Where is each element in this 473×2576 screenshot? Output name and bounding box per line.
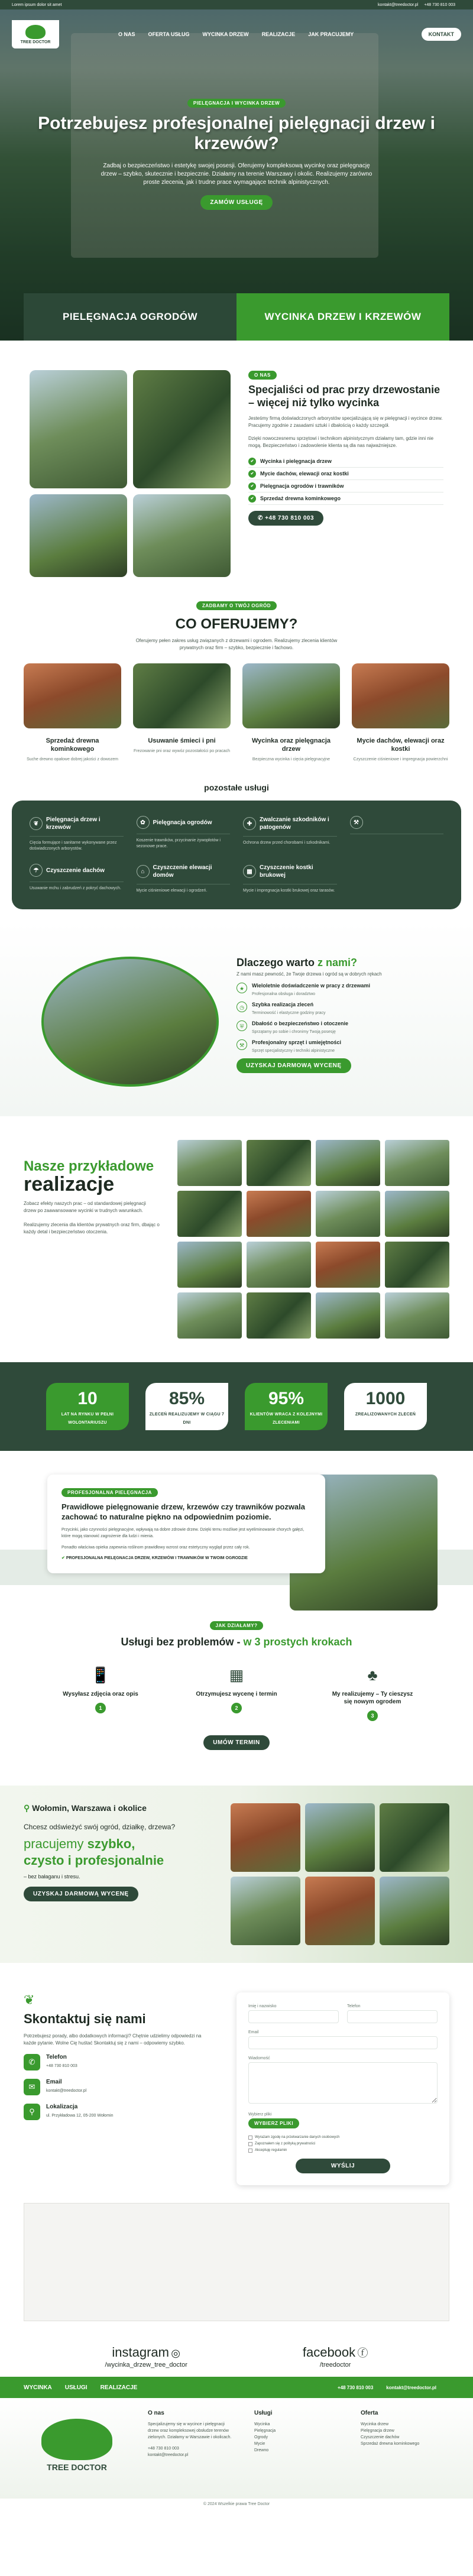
why-item: ◷ Szybka realizacja zleceń Terminowość i elastyczne godziny pracy (237, 1002, 432, 1016)
calendar-icon: ▦ (229, 1666, 244, 1684)
about-pill: O NAS (248, 371, 277, 380)
gallery-image[interactable] (316, 1191, 380, 1237)
location-small: – bez bałaganu i stresu. (24, 1874, 80, 1880)
care-title: Prawidłowe pielęgnowanie drzew, krzewów czy trawników pozwala zachować to naturalne piękno na odpowiednim poziomie. (61, 1502, 306, 1521)
nav-item-offer[interactable]: OFERTA USŁUG (148, 31, 190, 37)
leaf-icon: ❦ (24, 1992, 35, 2007)
order-service-button[interactable]: ZAMÓW USŁUGĘ (200, 195, 272, 210)
service-roof-cleaning[interactable]: ☂ Czyszczenie dachów Usuwanie mchu i zabrudzeń z pokryć dachowych. (30, 864, 124, 894)
check-item: ✔ Mycie dachów, elewacji oraz kostki (248, 468, 443, 480)
topbar-right-email[interactable]: kontakt@treedoctor.pl (378, 2, 419, 7)
pest-icon: ✚ (243, 817, 256, 830)
service-empty (350, 864, 444, 894)
garden-icon: ✿ (137, 816, 150, 829)
gallery-image[interactable] (385, 1140, 449, 1186)
offer-card-stumps[interactable]: Usuwanie śmieci i pni Frezowanie pni oraz wywóz pozostałości po pracach (133, 663, 231, 763)
steps-title: Usługi bez problemów - w 3 prostych krokach (121, 1636, 352, 1648)
footer-nav-email[interactable]: kontakt@treedoctor.pl (386, 2384, 436, 2390)
clock-icon: ◷ (237, 1002, 247, 1012)
service-tools (350, 816, 444, 852)
service-paving-cleaning[interactable]: ▦ Czyszczenie kostki brukowej Mycie i impregnacja kostki brukowej oraz tarasów. (243, 864, 337, 894)
consent-checkbox-1[interactable]: Wyrażam zgodę na przetwarzanie danych osobowych (248, 2136, 438, 2140)
hero-pill: PIELĘGNACJA I WYCINKA DRZEW (187, 99, 286, 108)
nav-item-about[interactable]: O NAS (118, 31, 135, 37)
service-garden-care[interactable]: ✿ Pielęgnacja ogrodów Koszenie trawników, przycinanie żywopłotów i sezonowe prace. (137, 816, 231, 852)
realizations-section (0, 1116, 473, 1356)
footer-offer-link[interactable]: Wycinka drzew (361, 2422, 389, 2426)
stat-orders-week: 85% ZLECEŃ REALIZUJEMY W CIĄGU 7 DNI (145, 1383, 228, 1430)
footer-logo[interactable]: TREE DOCTOR (24, 2410, 130, 2481)
step-3: ♣ My realizujemy – Ty cieszysz się nowym ogrodem 3 (328, 1666, 417, 1721)
gallery-image[interactable] (385, 1242, 449, 1288)
map-pin-icon: ⚲ (24, 2104, 40, 2120)
care-text-1: Przycinki, jako czynności pielęgnacyjne, wpływają na dobre zdrowie drzew. Dzięki temu możliwe jest wyeliminowanie chorych gałęzi, które mogą stanowić zagrożenie dla ludzi i mienia. (61, 1528, 304, 1538)
care-section (0, 1451, 473, 1609)
instagram-link[interactable]: instagram ◎ /wycinka_drzew_tree_doctor (105, 2345, 187, 2368)
location-place: ⚲ Wołomin, Warszawa i okolice (24, 1803, 147, 1813)
about-title: Specjaliści od prac przy drzewostanie – więcej niż tylko wycinka (248, 384, 440, 409)
check-item: ✔ Pielęgnacja ogrodów i trawników (248, 480, 443, 492)
footer-nav-realizations[interactable]: REALIZACJE (100, 2384, 138, 2391)
about-section (0, 341, 473, 595)
service-pest-control[interactable]: ✚ Zwalczanie szkodników i patogenów Ochrona drzew przed chorobami i szkodnikami. (243, 816, 337, 852)
free-quote-button[interactable]: UZYSKAJ DARMOWĄ WYCENĘ (237, 1058, 351, 1073)
realizations-title: Nasze przykładowe realizacje (24, 1158, 154, 1195)
footer-phone[interactable]: +48 730 810 003 (148, 2447, 179, 2451)
footer-nav-phone[interactable]: +48 730 810 003 (338, 2384, 374, 2390)
other-services-panel (12, 801, 461, 909)
contact-form: Imię i nazwisko Telefon Email Wiadomość Wybierz pliki WYBIERZ PLIKI Wyrażam zgodę na przetwarzanie danych osobowych Zapoznałem się z polityką prywatności Akceptuję regulamin WYŚLIJ (237, 1992, 449, 2185)
send-button[interactable]: WYŚLIJ (296, 2159, 390, 2173)
consent-checkbox-2[interactable]: Zapoznałem się z polityką prywatności (248, 2142, 438, 2146)
about-text-1: Jesteśmy firmą doświadczonych arborystów specjalizującą się w pielęgnacji i wycince drzew. Pracujemy zgodnie z zasadami sztuki i dbałością o każdy szczegół. (248, 416, 443, 428)
top-bar (0, 0, 473, 9)
gallery-image[interactable] (316, 1292, 380, 1339)
contact-email[interactable]: ✉ Email kontakt@treedoctor.pl (24, 2079, 213, 2095)
gallery-image[interactable] (385, 1292, 449, 1339)
social-section (0, 2339, 473, 2377)
offer-card-washing[interactable]: Mycie dachów, elewacji oraz kostki Czyszczenie ciśnieniowe i impregnacja powierzchni (352, 663, 449, 763)
leaf-icon: ❦ (30, 817, 43, 830)
realizations-text-1: Zobacz efekty naszych prac – od standardowej pielęgnacji drzew po zaawansowane wycinki w trudnych warunkach. (24, 1201, 146, 1213)
tree-icon: ♣ (367, 1666, 378, 1684)
logo[interactable]: TREE DOCTOR (12, 20, 59, 48)
instagram-icon: ◎ (171, 2347, 181, 2359)
tab-garden-care[interactable]: PIELĘGNACJA OGRODÓW (24, 293, 237, 341)
tab-tree-cutting[interactable]: WYCINKA DRZEW I KRZEWÓW (237, 293, 449, 341)
firewood-image (24, 663, 121, 728)
hero-title: Potrzebujesz profesjonalnej pielęgnacji drzew i krzewów? (38, 114, 435, 153)
name-input[interactable] (248, 2010, 339, 2023)
location-image (305, 1877, 375, 1945)
care-text-2: Ponadto właściwa opieka zapewnia roślinom prawidłowy wzrost oraz estetyczny wygląd przez cały rok. (61, 1545, 250, 1550)
footer-link[interactable]: Pielęgnacja (254, 2429, 276, 2433)
location-image (380, 1803, 449, 1872)
footer-offer-link[interactable]: Sprzedaż drewna kominkowego (361, 2442, 420, 2446)
medal-icon: ★ (237, 983, 247, 993)
care-pill: PROFESJONALNA PIELĘGNACJA (61, 1488, 158, 1497)
roof-washing-image (352, 663, 449, 728)
mail-icon: ✉ (24, 2079, 40, 2095)
gallery-image[interactable] (177, 1140, 242, 1186)
stat-orders-total: 1000 ZREALIZOWANYCH ZLECEŃ (344, 1383, 427, 1430)
about-text-2: Dzięki nowoczesnemu sprzętowi i technikom alpinistycznym działamy tam, gdzie inni nie mogą. Bezpieczeństwo i zadowolenie klienta są dla nas najważniejsze. (248, 436, 434, 448)
shield-icon: ⛨ (237, 1020, 247, 1031)
stat-returning: 95% KLIENTÓW WRACA Z KOLEJNYMI ZLECENIAMI (245, 1383, 328, 1430)
map-pin-icon: ⚲ (24, 1803, 33, 1813)
offer-title: CO OFERUJEMY? (175, 616, 298, 632)
contact-phone[interactable]: ✆ Telefon +48 730 810 003 (24, 2054, 213, 2070)
navbar (0, 19, 473, 50)
footer-nav (0, 2377, 473, 2398)
tree-care-image (242, 663, 340, 728)
contact-title: Skontaktuj się nami (24, 2011, 146, 2026)
gallery-image[interactable] (385, 1191, 449, 1237)
location-question: Chcesz odświeżyć swój ogród, działkę, drzewa? (24, 1823, 176, 1831)
gallery-image[interactable] (247, 1140, 311, 1186)
about-image-2 (133, 370, 231, 488)
why-item: ⚒ Profesjonalny sprzęt i umiejętności Sprzęt specjalistyczny i techniki alpinistyczne (237, 1039, 432, 1054)
location-image (305, 1803, 375, 1872)
footer-email[interactable]: kontakt@treedoctor.pl (148, 2453, 189, 2457)
message-textarea[interactable] (248, 2062, 438, 2104)
check-icon: ✔ (61, 1556, 66, 1560)
footer-link[interactable]: Wycinka (254, 2422, 270, 2426)
why-item: ★ Wieloletnie doświadczenie w pracy z drzewami Profesjonalna obsługa i doradztwo (237, 983, 432, 997)
care-note: ✔ PROFESJONALNA PIELĘGNACJA DRZEW, KRZEWÓW I TRAWNIKÓW W TWOIM OGRODZIE (61, 1556, 248, 1560)
tools-icon: ⚒ (237, 1039, 247, 1050)
location-section (0, 1786, 473, 1963)
gallery-image[interactable] (177, 1292, 242, 1339)
facebook-link[interactable]: facebook ⓕ /treedoctor (302, 2345, 368, 2368)
location-image (231, 1803, 300, 1872)
copyright: © 2024 Wszelkie prawa Tree Doctor (203, 2502, 270, 2506)
other-services-title: pozostałe usługi (204, 783, 269, 792)
tree-logo-icon (25, 25, 46, 39)
hero (0, 9, 473, 341)
phone-button[interactable]: ✆ +48 730 810 003 (248, 511, 323, 526)
care-box (47, 1475, 325, 1573)
about-image-4 (133, 494, 231, 577)
nav-item-how-we-work[interactable]: JAK PRACUJEMY (308, 31, 354, 37)
footer-offer-link[interactable]: Pielęgnacja drzew (361, 2429, 394, 2433)
offer-card-tree-care[interactable]: Wycinka oraz pielęgnacja drzew Bezpieczna wycinka i cięcia pielęgnacyjne (242, 663, 340, 763)
why-us-lead: Z nami masz pewność, że Twoje drzewa i ogród są w dobrych rękach (237, 971, 382, 977)
offer-section (0, 595, 473, 921)
phone-input[interactable] (347, 2010, 438, 2023)
gallery-image[interactable] (247, 1242, 311, 1288)
gallery-image[interactable] (316, 1242, 380, 1288)
house-icon: ⌂ (137, 865, 150, 878)
book-appointment-button[interactable]: UMÓW TERMIN (203, 1735, 269, 1750)
footer: TREE DOCTOR O nas Specjalizujemy się w wycince i pielęgnacji drzew oraz kompleksowej obsłudze terenów zielonych. Działamy w Warszawie i okolicach. +48 730 810 003 kontakt@treedoctor.pl Usługi Wycinka Pielęgnacja Ogrody Mycie Drewno Oferta Wycinka drzew Pielęgnacja drzew Czyszczenie dachów Sprzedaż drewna kominkowego (0, 2398, 473, 2499)
offer-pill: ZADBAMY O TWÓJ OGRÓD (196, 601, 277, 610)
facebook-icon: ⓕ (357, 2347, 368, 2359)
location-images (231, 1803, 449, 1945)
realizations-gallery (177, 1140, 449, 1339)
hero-text: Zadbaj o bezpieczeństwo i estetykę swojej posesji. Oferujemy kompleksową wycinkę oraz pielęgnację drzew – szybko, skutecznie i bezpiecznie. Działamy na terenie Warszawy i okolic. Realizujemy zarówno proste zlecenia, jak i trudne prace wymagające technik alpinistycznych. (101, 163, 372, 186)
phone-photo-icon: 📱 (90, 1666, 111, 1684)
gallery-image[interactable] (247, 1191, 311, 1237)
topbar-email[interactable]: Lorem ipsum dolor sit amet (12, 2, 62, 7)
hero-content (0, 98, 473, 210)
map-embed[interactable] (24, 2203, 449, 2321)
consent-checkbox-3[interactable]: Akceptuję regulamin (248, 2149, 438, 2153)
footer-nav-cutting[interactable]: WYCINKA (24, 2384, 52, 2391)
why-us-section (0, 921, 473, 1116)
steps-pill: JAK DZIAŁAMY? (210, 1621, 264, 1630)
gallery-image[interactable] (177, 1191, 242, 1237)
offer-card-firewood[interactable]: Sprzedaż drewna kominkowego Suche drewno opałowe dobrej jakości z dowozem (24, 663, 121, 763)
about-checklist (248, 455, 443, 505)
location-image (231, 1877, 300, 1945)
phone-icon: ✆ (258, 515, 265, 521)
location-headline: pracujemy szybko, czysto i profesjonalnie (24, 1836, 164, 1868)
why-us-title: Dlaczego warto z nami? (237, 957, 358, 968)
service-tree-care[interactable]: ❦ Pielęgnacja drzew i krzewów Cięcia formujące i sanitarne wykonywane przez doświadczonych arborystów. (30, 816, 124, 852)
contact-text: Potrzebujesz porady, albo dodatkowych informacji? Chętnie udzielimy odpowiedzi na każde pytanie. Wolne Cię huśtać Skontaktuj się z nami – odpowiemy szybko. (24, 2033, 202, 2046)
choose-files-button[interactable]: WYBIERZ PLIKI (248, 2118, 299, 2128)
phone-icon: ✆ (24, 2054, 40, 2070)
stat-years: 10 LAT NA RYNKU W PEŁNI WOLONTARIUSZU (46, 1383, 129, 1430)
footer-nav-services[interactable]: USŁUGI (64, 2384, 88, 2391)
stumps-image (133, 663, 231, 728)
location-image (380, 1877, 449, 1945)
tools-icon: ⚒ (350, 816, 363, 829)
offer-subtitle: Oferujemy pełen zakres usług związanych z drzewami i ogrodem. Realizujemy zlecenia klientów prywatnych oraz firm – szybko, bezpiecznie i fachowo. (135, 638, 338, 650)
gallery-image[interactable] (247, 1292, 311, 1339)
contact-button[interactable]: KONTAKT (422, 28, 461, 41)
hero-tabs (24, 293, 449, 341)
step-2: ▦ Otrzymujesz wycenę i termin 2 (192, 1666, 281, 1721)
realizations-text-2: Realizujemy zlecenia dla klientów prywatnych oraz firm, dbając o każdy detal i bezpieczeństwo otoczenia. (24, 1222, 160, 1234)
brick-icon: ▦ (243, 865, 256, 878)
about-images (30, 370, 231, 577)
footer-link[interactable]: Ogrody (254, 2435, 268, 2439)
steps-section (0, 1609, 473, 1774)
tree-logo-icon (41, 2419, 112, 2460)
email-input[interactable] (248, 2036, 438, 2049)
nav-item-tree-cutting[interactable]: WYCINKA DRZEW (202, 31, 249, 37)
footer-about: Specjalizujemy się w wycince i pielęgnacji drzew oraz kompleksowej obsłudze terenów zielonych. Działamy w Warszawie i okolicach. (148, 2422, 232, 2439)
gallery-image[interactable] (316, 1140, 380, 1186)
service-facade-cleaning[interactable]: ⌂ Czyszczenie elewacji domów Mycie ciśnieniowe elewacji i ogrodzeń. (137, 864, 231, 894)
stats-section (0, 1362, 473, 1451)
footer-link[interactable]: Drewno (254, 2448, 269, 2452)
check-item: ✔ Sprzedaż drewna kominkowego (248, 492, 443, 505)
nav-item-realizations[interactable]: REALIZACJE (261, 31, 296, 37)
about-image-3 (30, 494, 127, 577)
footer-offer-link[interactable]: Czyszczenie dachów (361, 2435, 400, 2439)
topbar-phone[interactable]: +48 730 810 003 (424, 2, 455, 7)
contact-section (0, 1963, 473, 2197)
check-item: ✔ Wycinka i pielęgnacja drzew (248, 455, 443, 468)
why-item: ⛨ Dbałość o bezpieczeństwo i otoczenie Sprzątamy po sobie i chronimy Twoją posesję (237, 1020, 432, 1035)
gutter-icon: ☂ (30, 864, 43, 877)
step-1: 📱 Wysyłasz zdjęcia oraz opis 1 (56, 1666, 145, 1721)
footer-link[interactable]: Mycie (254, 2442, 265, 2446)
gallery-image[interactable] (177, 1242, 242, 1288)
location-quote-button[interactable]: UZYSKAJ DARMOWĄ WYCENĘ (24, 1887, 138, 1901)
about-image-1 (30, 370, 127, 488)
why-us-image (41, 957, 219, 1087)
contact-location[interactable]: ⚲ Lokalizacja ul. Przykładowa 12, 05-200 Wołomin (24, 2104, 213, 2120)
